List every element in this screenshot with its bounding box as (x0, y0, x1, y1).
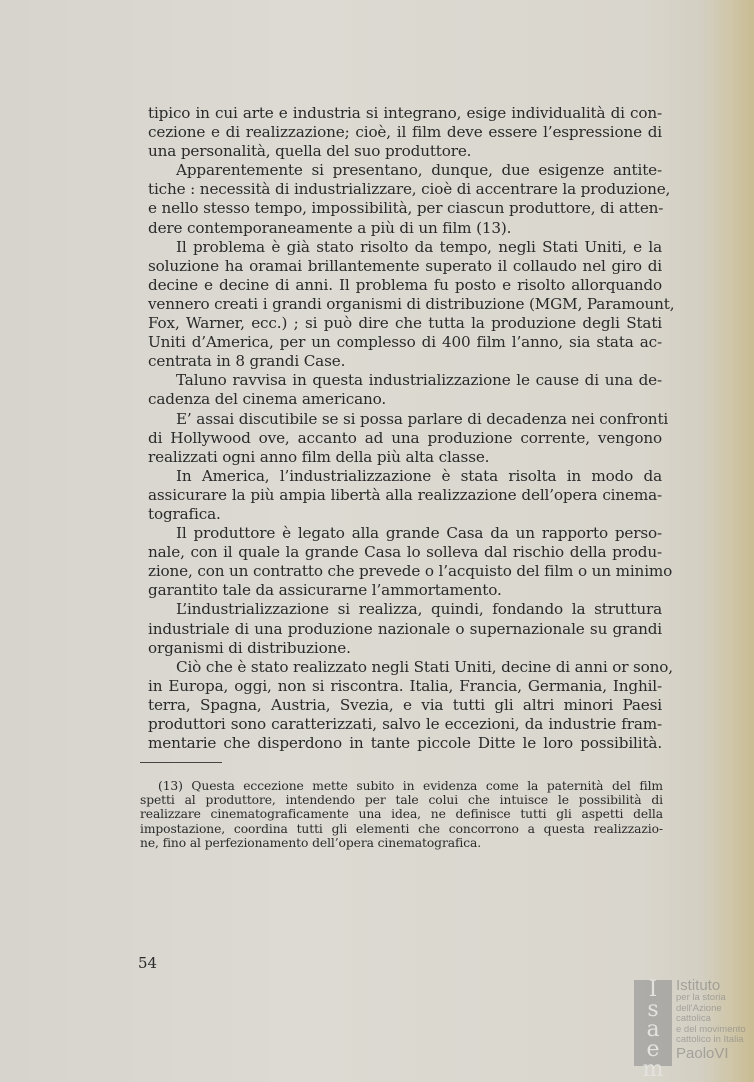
text-line: zione, con un contratto che prevede o l’acquisto del film o un minimo (148, 562, 673, 581)
text-line: centrata in 8 grandi Case. (148, 352, 346, 371)
text-line: E’ assai discutibile se si possa parlare di decadenza nei confronti (176, 409, 669, 428)
text-line: Uniti d’America, per un complesso di 400 film l’anno, sia stata ac- (148, 333, 662, 352)
text-line: L’industrializzazione si realizza, quindi, fondando la struttura (176, 600, 662, 619)
text-line: tiche : necessità di industrializzare, cioè di accentrare la produzione, (148, 180, 671, 199)
text-line: produttori sono caratterizzati, salvo le eccezioni, da industrie fram- (148, 715, 662, 733)
text-line: Apparentemente si presentano, dunque, due esigenze antite- (176, 161, 662, 180)
footnote-line: (13) Questa eccezione mette subito in evidenza come la paternità del film (158, 779, 663, 793)
body-text (148, 104, 675, 753)
text-line: In America, l’industrializzazione è stata risolta in modo da (176, 466, 662, 485)
footnote-line: impostazione, coordina tutti gli elementi che concorrono a questa realizzazio- (140, 821, 663, 836)
page-number: 54 (138, 954, 158, 972)
footnote-separator (140, 762, 222, 763)
text-line: decine e decine di anni. Il problema fu posto e risolto allorquando (148, 275, 662, 294)
text-line: garantito tale da assicurarne l’ammortamento. (148, 581, 502, 600)
text-line: cadenza del cinema americano. (148, 390, 387, 409)
text-line: realizzati ogni anno film della più alta classe. (148, 447, 490, 466)
logo-line: PaoloVI (676, 1044, 729, 1062)
footnote (140, 779, 663, 850)
text-line: cezione e di realizzazione; cioè, il film deve essere l’espressione di (148, 123, 662, 142)
text-line: terra, Spagna, Austria, Svezia, e via tutti gli altri minori Paesi (148, 695, 662, 714)
logo-line: cattolico in Italia (676, 1034, 744, 1045)
logo-line: per la storia (676, 992, 726, 1003)
text-line: dere contemporaneamente a più di un film (13). (148, 218, 512, 237)
text-line: industriale di una produzione nazionale o supernazionale su grandi (148, 619, 662, 638)
logo-line: dell'Azione cattolica (676, 1002, 722, 1024)
text-line: mentarie che disperdono in tante piccole Ditte le loro possibilità. (148, 734, 662, 753)
footnote-line: spetti al produttore, intendendo per tale colui che intuisce le possibilità di (140, 793, 663, 808)
logo-line: e del movimento (676, 1023, 746, 1035)
text-line: tografica. (148, 504, 221, 523)
text-line: assicurare la più ampia libertà alla realizzazione dell’opera cinema- (148, 485, 662, 504)
isacem-watermark-logo (632, 977, 754, 1082)
text-line: Fox, Warner, ecc.) ; si può dire che tutta la produzione degli Stati (148, 314, 662, 333)
text-line: Taluno ravvisa in questa industrializzazione le cause di una de- (176, 371, 662, 390)
text-line: una personalità, quella del suo produttore. (148, 142, 472, 161)
text-line: soluzione ha oramai brillantemente superato il collaudo nel giro di (148, 256, 662, 275)
footnote-line: ne, fino al perfezionamento dell’opera cinematografica. (140, 835, 482, 850)
logo-text (676, 978, 754, 1061)
text-line: Il produttore è legato alla grande Casa da un rapporto perso- (176, 524, 662, 543)
text-line: di Hollywood ove, accanto ad una produzione corrente, vengono (148, 428, 662, 447)
text-line: Il problema è già stato risolto da tempo, negli Stati Uniti, e la (176, 237, 662, 256)
text-line: e nello stesso tempo, impossibilità, per ciascun produttore, di atten- (148, 199, 664, 218)
text-line: Ciò che è stato realizzato negli Stati Uniti, decine di anni or sono, (176, 657, 673, 676)
text-line: nale, con il quale la grande Casa lo solleva dal rischio della produ- (148, 543, 662, 562)
footnote-line: realizzare cinematograficamente una idea, ne definisce tutti gli aspetti della (140, 807, 663, 822)
text-line: organismi di distribuzione. (148, 638, 351, 657)
text-line: in Europa, oggi, non si riscontra. Italia, Francia, Germania, Inghil- (148, 676, 662, 695)
text-line: tipico in cui arte e industria si integrano, esige individualità di con- (148, 104, 662, 122)
text-line: vennero creati i grandi organismi di distribuzione (MGM, Paramount, (148, 294, 675, 313)
logo-line: Istituto (676, 977, 721, 994)
logo-monogram: I s a e m (634, 980, 672, 1066)
